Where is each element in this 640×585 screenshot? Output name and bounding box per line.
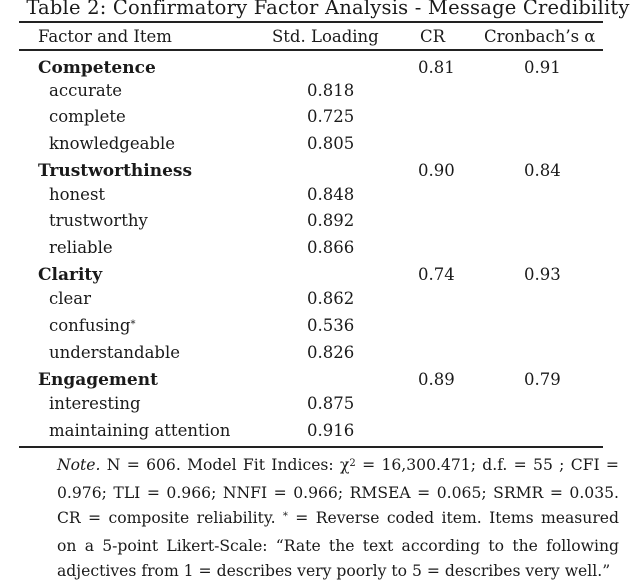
item-label-text: confusing (49, 316, 131, 335)
cr-value: 0.74 (418, 265, 455, 284)
item-row (0, 107, 640, 133)
factor-name: Engagement (38, 370, 158, 390)
note-lead: Note. (57, 456, 101, 474)
item-row (0, 211, 640, 237)
item-label: knowledgeable (49, 134, 176, 153)
item-row (0, 394, 640, 420)
item-label-confusing (49, 316, 135, 335)
header-std-loading: Std. Loading (272, 27, 379, 46)
factor-row-clarity (0, 265, 640, 291)
reverse-coded-marker: * (130, 319, 136, 330)
factor-name: Competence (38, 58, 156, 78)
cr-value: 0.90 (418, 161, 455, 180)
item-label: reliable (49, 238, 113, 257)
item-label: complete (49, 107, 126, 126)
item-row (0, 238, 640, 264)
item-row (0, 316, 640, 342)
table-caption: Table 2: Confirmatory Factor Analysis - Message Credibility (26, 0, 630, 19)
item-row (0, 343, 640, 369)
item-row (0, 421, 640, 447)
item-label: honest (49, 185, 106, 204)
loading-value: 0.875 (307, 394, 355, 413)
chi-square-exponent: 2 (349, 458, 356, 469)
reverse-coded-marker: * (282, 511, 288, 522)
item-row (0, 81, 640, 107)
note-text-2: = 16,300.471; d.f. = 55 ; CFI = 0.976; TLI = 0.966; NNFI = 0.966; RMSEA = 0.065; SRMR = 0.035. CR = composite reliability. (57, 456, 619, 527)
alpha-value: 0.93 (524, 265, 561, 284)
loading-value: 0.866 (307, 238, 355, 257)
alpha-value: 0.79 (524, 370, 561, 389)
factor-name: Clarity (38, 265, 103, 285)
item-row (0, 185, 640, 211)
note-text-1: N = 606. Model Fit Indices: χ (100, 456, 350, 474)
cr-value: 0.89 (418, 370, 455, 389)
item-label: accurate (49, 81, 123, 100)
loading-value: 0.848 (307, 185, 355, 204)
loading-value: 0.818 (307, 81, 355, 100)
header-rule (19, 49, 603, 51)
top-rule (19, 21, 603, 23)
factor-name: Trustworthiness (38, 161, 193, 181)
loading-value: 0.805 (307, 134, 355, 153)
factor-row-trustworthiness (0, 161, 640, 187)
cr-value: 0.81 (418, 58, 455, 77)
note-text-3: = Reverse coded item. Items measured on a 5-point Likert-Scale: “Rate the text according to the following adjectives from 1 = describes very poorly to 5 = describes very well.” (57, 509, 619, 580)
item-label: understandable (49, 343, 181, 362)
header-cronbach-alpha: Cronbach’s α (484, 27, 596, 46)
header-factor-item: Factor and Item (38, 27, 172, 46)
item-row (0, 289, 640, 315)
item-label: maintaining attention (49, 421, 231, 440)
loading-value: 0.536 (307, 316, 355, 335)
loading-value: 0.862 (307, 289, 355, 308)
alpha-value: 0.84 (524, 161, 561, 180)
alpha-value: 0.91 (524, 58, 561, 77)
item-label: clear (49, 289, 92, 308)
item-row (0, 134, 640, 160)
loading-value: 0.725 (307, 107, 355, 126)
loading-value: 0.916 (307, 421, 355, 440)
factor-row-engagement (0, 370, 640, 396)
loading-value: 0.892 (307, 211, 355, 230)
header-cr: CR (420, 27, 446, 46)
item-label: interesting (49, 394, 141, 413)
item-label: trustworthy (49, 211, 148, 230)
loading-value: 0.826 (307, 343, 355, 362)
table-note (57, 453, 619, 585)
bottom-rule (19, 446, 603, 448)
